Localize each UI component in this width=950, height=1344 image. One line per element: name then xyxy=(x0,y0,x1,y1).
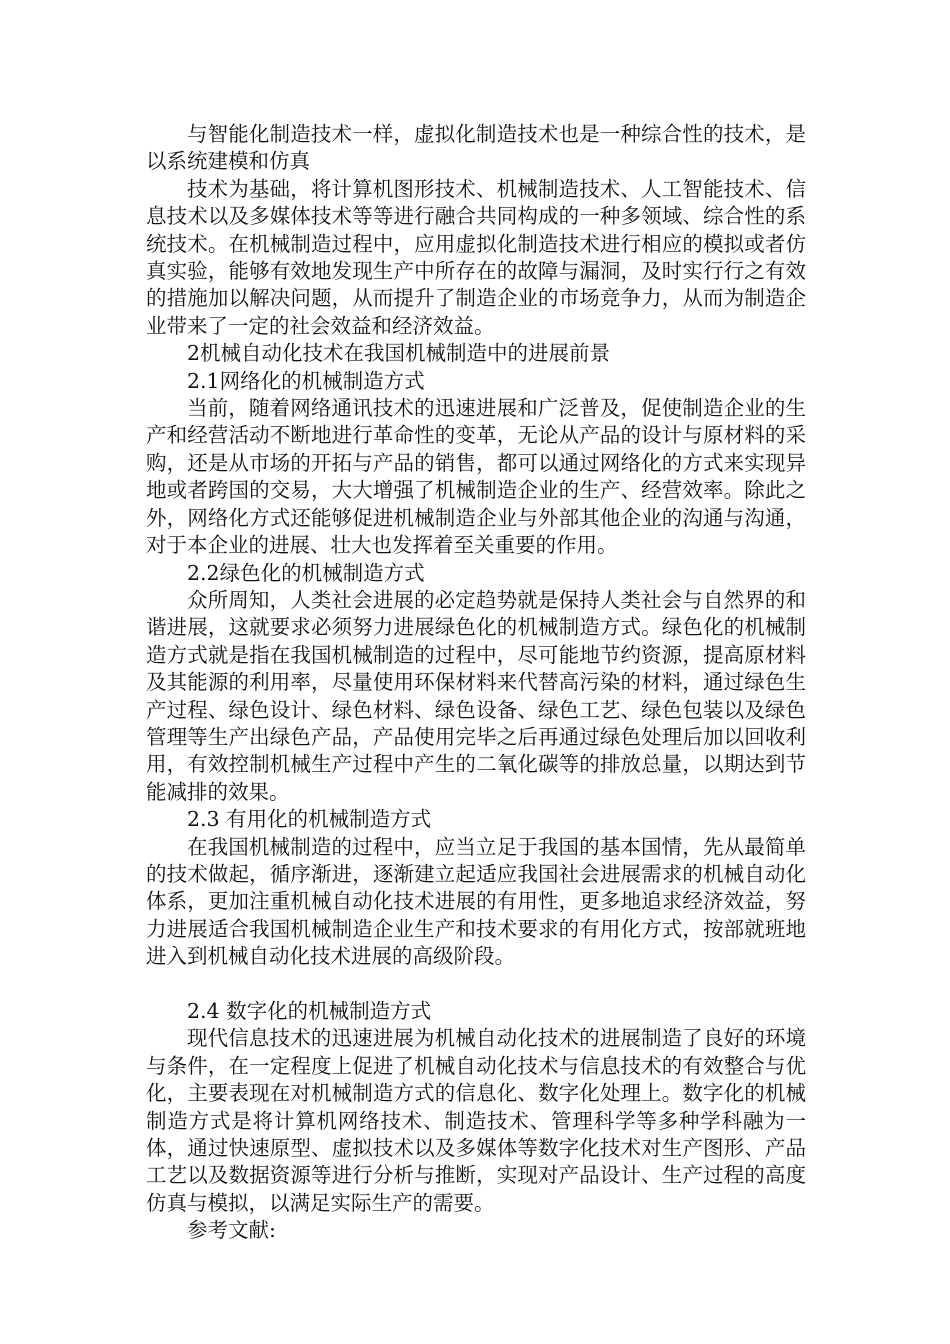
paragraph-intro: 与智能化制造技术一样，虚拟化制造技术也是一种综合性的技术，是以系统建模和仿真 xyxy=(146,122,806,174)
section-heading-2-4: 2.4 数字化的机械制造方式 xyxy=(187,998,432,1023)
section-heading-2: 2机械自动化技术在我国机械制造中的进展前景 xyxy=(187,341,611,366)
paragraph-networked: 当前，随着网络通讯技术的迅速进展和广泛普及，促使制造企业的生产和经营活动不断地进行革命性的变革，无论从产品的设计与原材料的采购，还是从市场的开拓与产品的销售，都可以通过网络化的方式来实现异地或者跨国的交易，大大增强了机械制造企业的生产、经营效率。除此之外，网络化方式还能够促进机械制造企业与外部其他企业的沟通与沟通，对于本企业的进展、壮大也发挥着至关重要的作用。 xyxy=(146,396,806,558)
document-page xyxy=(146,121,806,1245)
section-heading-2-1: 2.1网络化的机械制造方式 xyxy=(187,368,425,393)
paragraph-virtual-manufacturing: 技术为基础，将计算机图形技术、机械制造技术、人工智能技术、信息技术以及多媒体技术等等进行融合共同构成的一种多领域、综合性的系统技术。在机械制造过程中，应用虚拟化制造技术进行相应的模拟或者仿真实验，能够有效地发现生产中所存在的故障与漏洞，及时实行行之有效的措施加以解决问题，从而提升了制造企业的市场竞争力，从而为制造企业带来了一定的社会效益和经济效益。 xyxy=(146,176,806,338)
section-heading-2-2: 2.2绿色化的机械制造方式 xyxy=(187,560,425,585)
paragraph-green: 众所周知，人类社会进展的必定趋势就是保持人类社会与自然界的和谐进展，这就要求必须努力进展绿色化的机械制造方式。绿色化的机械制造方式就是指在我国机械制造的过程中，尽可能地节约资源，提高原材料及其能源的利用率，尽量使用环保材料来代替高污染的材料，通过绿色生产过程、绿色设计、绿色材料、绿色设备、绿色工艺、绿色包装以及绿色管理等生产出绿色产品，产品使用完毕之后再通过绿色处理后加以回收利用，有效控制机械生产过程中产生的二氧化碳等的排放总量，以期达到节能减排的效果。 xyxy=(146,587,806,804)
blank-line xyxy=(146,971,806,998)
references-heading: 参考文献: xyxy=(187,1218,276,1243)
paragraph-practical: 在我国机械制造的过程中，应当立足于我国的基本国情，先从最简单的技术做起，循序渐进，逐渐建立起适应我国社会进展需求的机械自动化体系，更加注重机械自动化技术进展的有用性，更多地追求经济效益，努力进展适合我国机械制造企业生产和技术要求的有用化方式，按部就班地进入到机械自动化技术进展的高级阶段。 xyxy=(146,834,806,969)
section-heading-2-3: 2.3 有用化的机械制造方式 xyxy=(187,807,432,832)
paragraph-digital: 现代信息技术的迅速进展为机械自动化技术的进展制造了良好的环境与条件，在一定程度上促进了机械自动化技术与信息技术的有效整合与优化，主要表现在对机械制造方式的信息化、数字化处理上。数字化的机械制造方式是将计算机网络技术、制造技术、管理科学等多种学科融为一体，通过快速原型、虚拟技术以及多媒体等数字化技术对生产图形、产品工艺以及数据资源等进行分析与推断，实现对产品设计、生产过程的高度仿真与模拟，以满足实际生产的需要。 xyxy=(146,1026,806,1215)
